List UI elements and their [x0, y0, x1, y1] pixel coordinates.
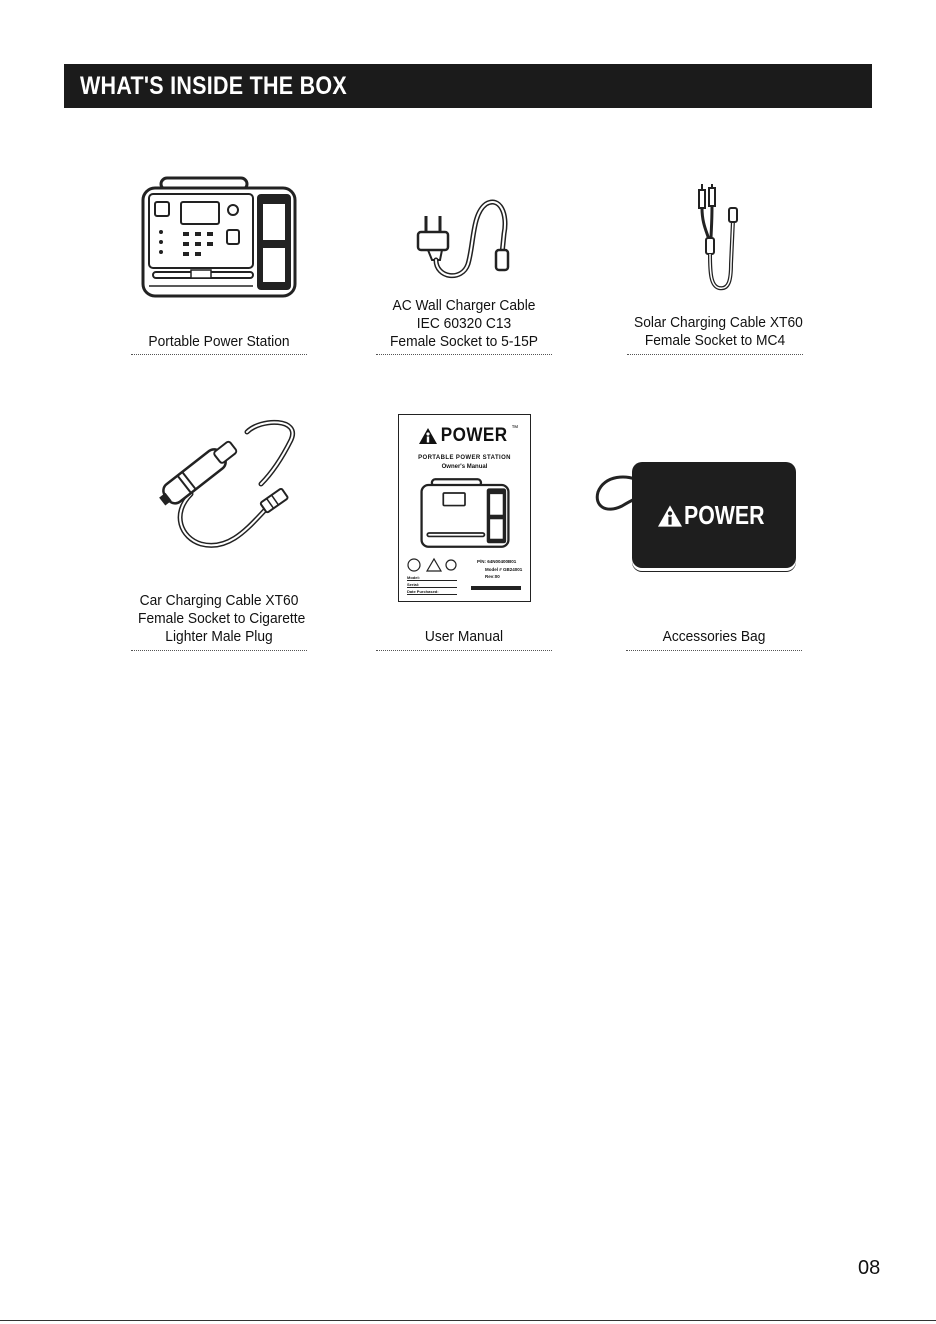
caption-line: Female Socket to Cigarette — [138, 610, 306, 627]
caption-line: User Manual — [424, 628, 504, 645]
caption-line: Solar Charging Cable XT60 — [634, 314, 803, 331]
item-ac-wall-charger-cable — [376, 190, 552, 360]
item-caption — [138, 333, 300, 351]
manual-product: PORTABLE POWER STATION — [418, 455, 511, 461]
item-car-charging-cable — [131, 412, 307, 656]
item-caption — [634, 314, 803, 350]
item-divider — [376, 650, 552, 651]
caption-line: Lighter Male Plug — [165, 628, 273, 645]
certification-icons — [407, 557, 457, 573]
caption-line: Female Socket to 5-15P — [389, 333, 539, 350]
item-caption — [633, 628, 795, 646]
item-divider — [131, 354, 307, 355]
caption-line: Female Socket to MC4 — [644, 332, 786, 349]
item-divider — [627, 354, 803, 355]
caption-line: IEC 60320 C13 — [416, 315, 512, 332]
manual-part-number: P/N: 64N00400B01 — [477, 559, 517, 564]
item-portable-power-station — [131, 170, 307, 360]
item-caption — [383, 628, 545, 646]
section-title: WHAT'S INSIDE THE BOX — [80, 71, 347, 100]
bag-brand: POWER — [684, 500, 765, 530]
manual-footer-bar — [471, 586, 521, 590]
manual-field-date: Date Purchased: — [407, 589, 457, 595]
item-user-manual — [376, 412, 552, 656]
manual-revision: Rev:00 — [485, 574, 500, 579]
car-cable-image — [151, 414, 301, 554]
brand-triangle-icon — [419, 428, 437, 444]
item-divider — [626, 650, 802, 651]
solar-cable-image — [689, 184, 749, 292]
manual-cover — [398, 414, 531, 602]
manual-field-serial: Serial: — [407, 582, 457, 588]
section-header — [64, 64, 872, 108]
brand-triangle-icon — [658, 505, 682, 527]
manual-field-model: Model: — [407, 575, 457, 581]
manual-brand-logo — [419, 425, 518, 447]
caption-line: Car Charging Cable XT60 — [139, 592, 299, 609]
caption-line: AC Wall Charger Cable — [392, 297, 536, 314]
manual-trademark: ™ — [511, 425, 519, 432]
item-solar-charging-cable — [627, 180, 803, 360]
item-divider — [376, 354, 552, 355]
manual-model-number: Model # GB24001 — [485, 567, 523, 572]
bag-brand-logo — [658, 500, 782, 531]
item-divider — [131, 650, 307, 651]
caption-line: Accessories Bag — [662, 628, 766, 645]
manual-brand: POWER — [440, 425, 508, 446]
caption-line: Portable Power Station — [148, 333, 290, 350]
page-bottom-rule — [0, 1320, 936, 1321]
manual-subtitle: Owner's Manual — [441, 464, 488, 470]
item-accessories-bag — [626, 412, 802, 656]
page-number: 08 — [858, 1257, 881, 1279]
bag-body — [632, 462, 796, 568]
item-caption — [383, 297, 545, 351]
manual-product-image — [419, 477, 511, 549]
ac-cable-image — [412, 194, 522, 286]
item-caption — [138, 592, 306, 646]
power-station-image — [139, 174, 299, 300]
